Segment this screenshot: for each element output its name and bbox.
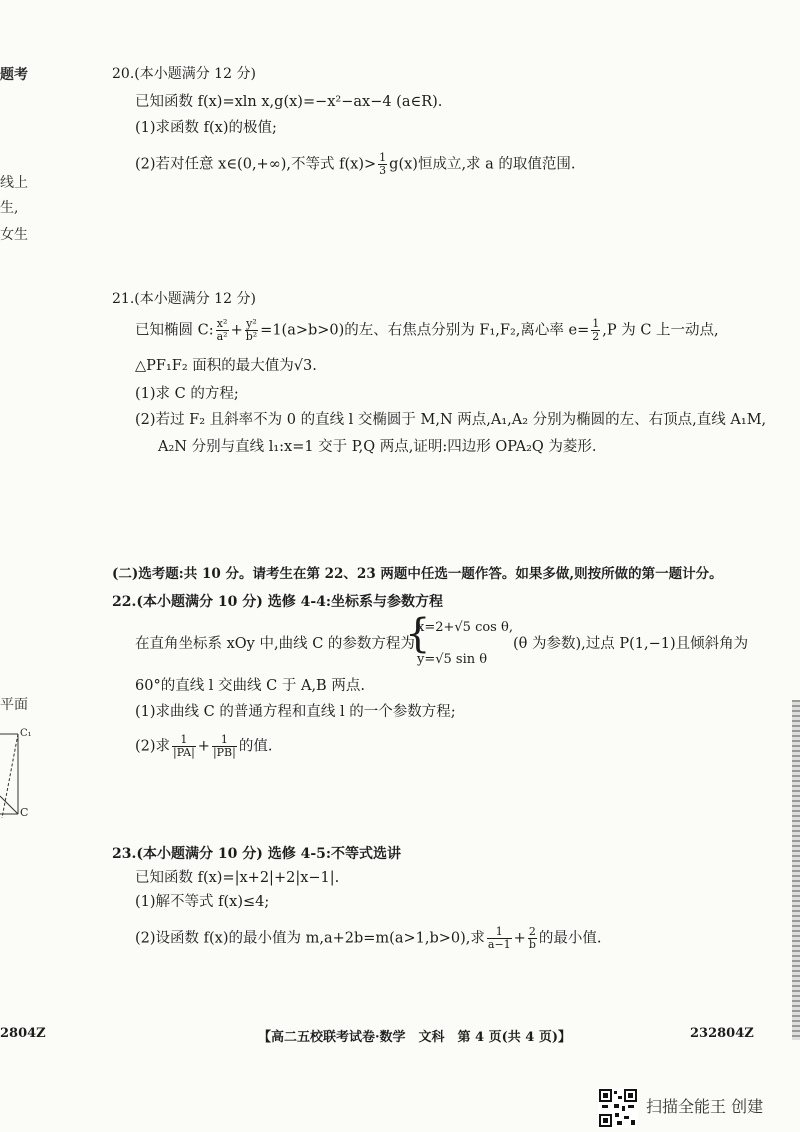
fraction-one-third: [378, 152, 387, 177]
fraction-x2-a2: [216, 318, 229, 343]
fraction-numerator: 1: [592, 317, 600, 330]
footer-code-left: 2804Z: [0, 1026, 46, 1041]
q23-part2: [135, 926, 601, 951]
q22-stem-c: 60°的直线 l 交曲线 C 于 A,B 两点.: [135, 678, 365, 694]
fraction-y2-b2: [245, 318, 258, 343]
q21-part2-line1: (2)若过 F₂ 且斜率不为 0 的直线 l 交椭圆于 M,N 两点,A₁,A₂ 分别为椭圆的左、右顶点,直线 A₁M,: [135, 412, 767, 428]
fraction-numerator: 1: [212, 734, 237, 747]
fraction-denominator: 3: [379, 164, 387, 177]
q23-part1: (1)解不等式 f(x)≤4;: [135, 894, 270, 910]
q20-part2: [135, 152, 576, 177]
plus-sign: +: [230, 322, 243, 339]
fraction-numerator: x²: [216, 317, 228, 330]
q21-part1: (1)求 C 的方程;: [135, 386, 239, 402]
edge-fragment-top: 题考: [0, 67, 28, 83]
fraction-denominator: a−1: [487, 938, 511, 951]
scanner-watermark-text: 扫描全能王 创建: [646, 1097, 764, 1116]
fraction-denominator: 2: [592, 330, 600, 343]
plus-sign: +: [197, 738, 210, 755]
q22-part2: [135, 734, 272, 759]
edge-fragment-3: 女生: [0, 227, 28, 243]
q20-stem: 已知函数 f(x)=xln x,g(x)=−x²−ax−4 (a∈R).: [135, 94, 443, 110]
q21-stem-line1: [135, 318, 719, 343]
fraction-one-half: [591, 318, 600, 343]
fraction-numerator: 1: [172, 734, 196, 747]
q23-part2-text-b: 的最小值.: [538, 930, 602, 947]
q23-stem: 已知函数 f(x)=|x+2|+2|x−1|.: [135, 870, 340, 886]
edge-fragment-4: 平面: [0, 697, 28, 713]
q22-part2-text-a: (2)求: [135, 738, 171, 755]
footer-page-info: 【高二五校联考试卷·数学 文科 第 4 页(共 4 页)】: [258, 1030, 572, 1045]
qr-code-icon: [598, 1088, 638, 1128]
fraction-denominator: |PB|: [212, 746, 236, 759]
q22-stem-a: 在直角坐标系 xOy 中,曲线 C 的参数方程为: [135, 636, 415, 652]
q23-part2-text-a: (2)设函数 f(x)的最小值为 m,a+2b=m(a>1,b>0),求: [135, 930, 485, 947]
elective-instruction: (二)选考题:共 10 分。请考生在第 22、23 两题中任选一题作答。如果多做,则按所做的第一题计分。: [112, 566, 723, 582]
edge-fragment-1: 线上: [0, 175, 28, 191]
brace-symbol: {: [405, 611, 431, 657]
footer-code-right: 232804Z: [690, 1026, 754, 1041]
fraction-denominator: b²: [245, 330, 258, 343]
edge-label-c: C: [20, 806, 29, 819]
plus-sign: +: [513, 930, 526, 947]
q21-part2-line2: A₂N 分别与直线 l₁:x=1 交于 P,Q 两点,证明:四边形 OPA₂Q 为菱形.: [158, 439, 597, 455]
q22-equation-y: y=√5 sin θ: [417, 652, 488, 667]
q22-stem-b: (θ 为参数),过点 P(1,−1)且倾斜角为: [513, 636, 749, 652]
fraction-numerator: 2: [528, 925, 536, 938]
edge-label-c1: C₁: [20, 728, 32, 739]
q21-stem-text-c: ,P 为 C 上一动点,: [602, 322, 719, 339]
q21-stem-text-a: 已知椭圆 C:: [135, 322, 214, 339]
q22-part2-text-b: 的值.: [238, 738, 273, 755]
fraction-1-pb: [212, 734, 237, 759]
fraction-denominator: b: [528, 938, 536, 951]
prism-diagram-fragment: [0, 728, 24, 824]
q20-part2-text-b: g(x)恒成立,求 a 的取值范围.: [389, 156, 576, 173]
q23-header: 23.(本小题满分 10 分) 选修 4-5:不等式选讲: [112, 846, 402, 862]
fraction-1-pa: [172, 734, 196, 759]
fraction-numerator: 1: [487, 926, 512, 939]
scan-edge-strip: [792, 700, 800, 1040]
fraction-numerator: y²: [246, 317, 257, 330]
fraction-denominator: |PA|: [173, 746, 195, 759]
q20-part2-text-a: (2)若对任意 x∈(0,+∞),不等式 f(x)>: [135, 156, 377, 173]
q21-stem-text-b: =1(a>b>0)的左、右焦点分别为 F₁,F₂,离心率 e=: [260, 322, 590, 339]
q20-header: 20.(本小题满分 12 分): [112, 66, 256, 82]
fraction-denominator: a²: [216, 330, 228, 343]
q20-part1: (1)求函数 f(x)的极值;: [135, 120, 277, 136]
q21-stem-line2: △PF₁F₂ 面积的最大值为√3.: [135, 358, 317, 374]
edge-fragment-2: 生,: [0, 200, 19, 216]
q22-part1: (1)求曲线 C 的普通方程和直线 l 的一个参数方程;: [135, 704, 456, 720]
q21-header: 21.(本小题满分 12 分): [112, 291, 256, 307]
q22-header: 22.(本小题满分 10 分) 选修 4-4:坐标系与参数方程: [112, 594, 444, 610]
q22-equation-x: x=2+√5 cos θ,: [417, 620, 513, 635]
fraction-1-a-minus-1: [487, 926, 512, 951]
fraction-2-b: [528, 926, 537, 951]
fraction-numerator: 1: [379, 151, 387, 164]
